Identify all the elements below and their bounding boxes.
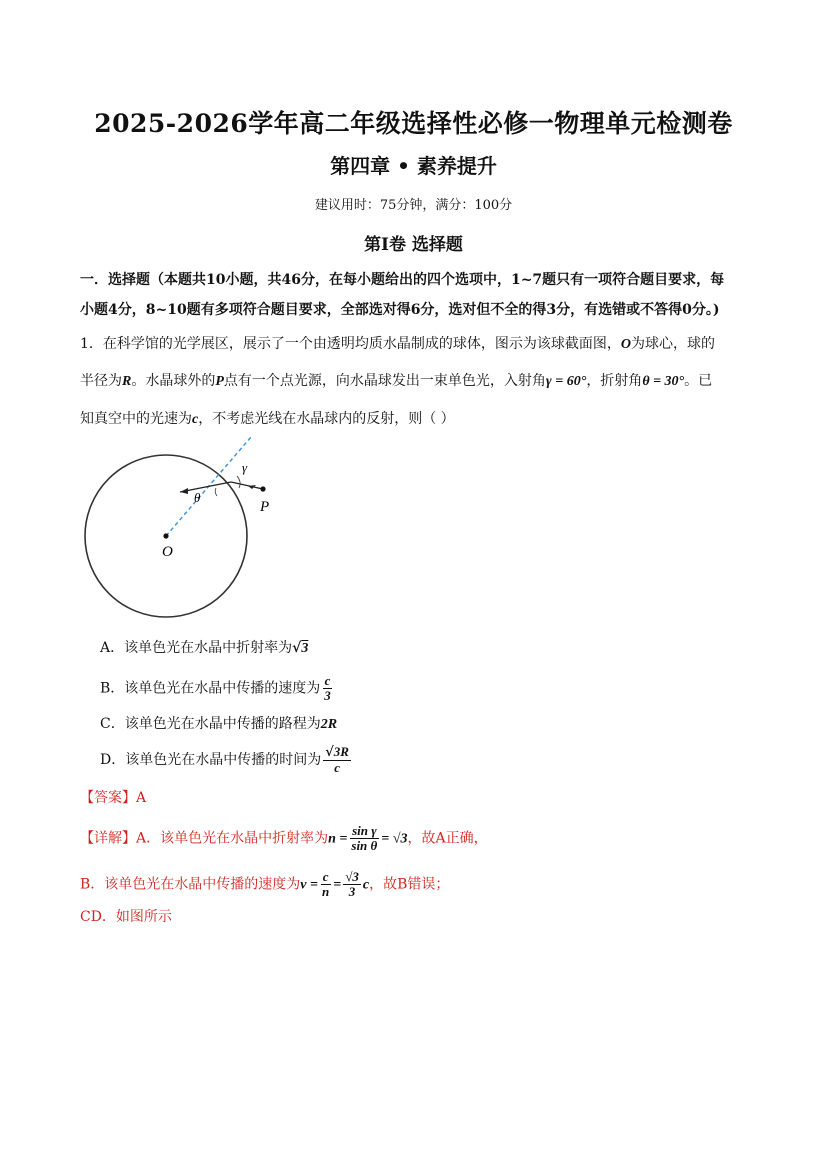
question-line3 — [80, 409, 455, 430]
frac-denominator: c — [334, 760, 340, 775]
option-c[interactable] — [100, 714, 337, 735]
answer-tag: 【答案】 — [80, 790, 136, 806]
gamma-arc — [237, 476, 240, 488]
frac-numerator — [323, 745, 351, 761]
answer-value: A — [136, 790, 147, 806]
gamma-equation: γ = 60° — [545, 374, 587, 389]
question-text: 点有一个点光源，向水晶球发出一束单色光，入射角 — [223, 373, 546, 389]
label-theta: θ — [194, 490, 201, 505]
n-fraction — [349, 824, 379, 853]
frac-denominator: 3 — [324, 688, 331, 703]
incident-ray — [231, 482, 263, 489]
frac-numerator: c — [324, 673, 331, 688]
question-text: 为球心，球的 — [631, 336, 716, 352]
detail-line-a — [80, 824, 488, 853]
v-fraction — [320, 870, 331, 899]
frac-denominator: n — [322, 884, 330, 899]
crystal-ball-diagram — [80, 432, 280, 627]
option-c-text: C．该单色光在水晶中传播的路程为 — [100, 716, 321, 732]
sqrt-sign: √ — [292, 640, 302, 656]
var-O: O — [620, 337, 632, 352]
option-a-value: 3 — [301, 641, 309, 656]
detail-text: A．该单色光在水晶中折射率为 — [136, 830, 329, 847]
n-result: = √3 — [381, 831, 408, 847]
question-text: ，折射角 — [586, 373, 643, 389]
sqrt-sign: √ — [325, 745, 334, 760]
frac-numerator: c — [322, 869, 329, 884]
exam-meta: 建议用时：75分钟，满分：100分 — [314, 198, 513, 213]
page-title: 2025-2026学年高二年级选择性必修一物理单元检测卷 — [94, 109, 733, 138]
option-d-text: D．该单色光在水晶中传播的时间为 — [100, 752, 322, 768]
frac-numerator: √3 — [345, 869, 359, 884]
frac-denominator: 3 — [348, 884, 356, 899]
var-P: P — [215, 374, 224, 389]
chapter-subtitle: 第四章 • 素养提升 — [330, 154, 497, 178]
var-R: R — [122, 374, 132, 389]
question-text: 1．在科学馆的光学展区，展示了一个由透明均质水晶制成的球体，图示为该球截面图， — [80, 336, 621, 352]
question-text: 。水晶球外的 — [131, 373, 216, 389]
question-line1 — [80, 334, 715, 355]
frac-numerator-text: 3R — [333, 744, 349, 759]
detail-line-b — [80, 870, 449, 899]
option-a[interactable] — [100, 638, 308, 659]
question-text: ，不考虑光线在水晶球内的反射，则（ ） — [198, 411, 455, 427]
label-gamma: γ — [242, 460, 248, 475]
n-equation: n = — [328, 831, 348, 847]
theta-arc — [215, 488, 217, 496]
question-text: 知真空中的光速为 — [80, 411, 192, 427]
detail-tag: 【详解】 — [80, 830, 136, 847]
point-P — [260, 486, 265, 491]
option-a-text: A．该单色光在水晶中折射率为 — [100, 640, 293, 656]
label-P: P — [260, 499, 270, 515]
question-text: 。已 — [684, 373, 713, 389]
option-c-value: 2R — [320, 717, 338, 732]
v-fraction-2 — [343, 870, 361, 899]
var-c: c — [192, 412, 199, 427]
theta-equation: θ = 30° — [642, 374, 685, 389]
detail-line-cd: CD．如图所示 — [80, 909, 172, 925]
var-c: c — [362, 877, 370, 893]
v-equation: v = — [300, 877, 318, 893]
option-b[interactable] — [100, 674, 335, 703]
point-O — [163, 533, 168, 538]
detail-text: B．该单色光在水晶中传播的速度为 — [80, 876, 301, 893]
detail-text: ，故B错误； — [369, 876, 450, 893]
section-instructions-line1: 一．选择题（本题共10小题，共46分，在每小题给出的四个选项中，1~7题只有一项符合题目要求，每 — [80, 272, 725, 288]
option-d[interactable] — [100, 745, 353, 775]
equals-sign: = — [333, 877, 342, 893]
volume-heading: 第I卷 选择题 — [364, 235, 463, 255]
refracted-arrow — [180, 488, 188, 494]
label-O: O — [162, 544, 173, 560]
frac-numerator: sin γ — [352, 823, 377, 838]
detail-text: ，故A正确， — [407, 830, 488, 847]
question-line2 — [80, 371, 712, 392]
frac-denominator: sin θ — [351, 838, 378, 853]
question-text: 半径为 — [80, 373, 122, 389]
section-instructions-line2: 小题4分，8~10题有多项符合题目要求，全部选对得6分，选对但不全的得3分，有选错或不答得0分。) — [80, 302, 720, 318]
option-d-fraction — [323, 745, 351, 775]
answer-line — [80, 788, 146, 808]
option-b-fraction — [322, 674, 333, 703]
option-b-text: B．该单色光在水晶中传播的速度为 — [100, 680, 321, 697]
